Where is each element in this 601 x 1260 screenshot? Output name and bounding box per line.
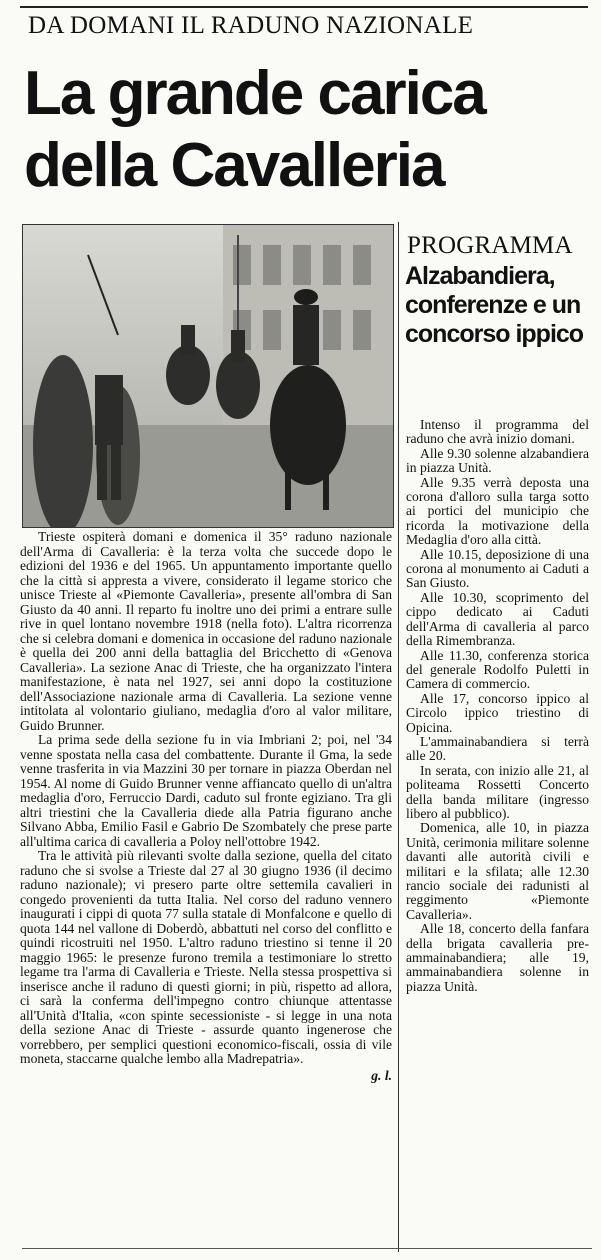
column-divider xyxy=(398,222,399,1252)
programma-item: Alle 9.35 verrà deposta una corona d'alloro sulla targa sotto ai portici del municipio che ricorda la motivazione della Medaglia d'oro alla città. xyxy=(406,474,589,548)
programma-item: In serata, con inizio alle 21, al politeama Rossetti Concerto della banda militare (ingresso libero al pubblico). xyxy=(406,762,589,821)
programma-item: Alle 9.30 solenne alzabandiera in piazza Unità. xyxy=(406,445,589,476)
programma-title: Alzabandiera, conferenze e un concorso ippico xyxy=(405,262,584,348)
article-paragraph-3: Tra le attività più rilevanti svolte dalla sezione, quella del citato raduno che si svolse a Trieste dal 27 al 30 giugno 1936 (il decimo raduno nazionale); vi presero parte oltre settemila cavalieri in congedo provenienti da tutta Italia. Nel corso del raduno vennero inaugurati i cippi di quota 77 sulla statale di Monfalcone e quello di quota 144 nel vallone di Doberdò, abbattuti nel corso del conflitto e quindi ricostruiti nel 1950. L'altro raduno triestino si tenne il 20 maggio 1965: le presenze furono tremila a testimoniare lo stretto legame tra l'arma di Cavalleria e Trieste. Nella stessa prospettiva si inserisce anche il raduno di questi giorni; in più, rispetto ad allora, ci sarà la conferma dell'impegno contro chiunque attentasse all'Unità d'Italia, «con spinte secessioniste - si legge in una nota della sezione Anac di Trieste - assurde quanto ingenerose che vorrebbero, per semplici questioni economico-fiscali, ossia di vile moneta, staccarne qualche lembo alla Madrepatria». xyxy=(20,848,392,1066)
article-kicker: DA DOMANI IL RADUNO NAZIONALE xyxy=(28,12,474,39)
headline-line-1: La grande carica xyxy=(24,59,485,128)
programma-label: PROGRAMMA xyxy=(407,232,573,259)
article-paragraph-2: La prima sede della sezione fu in via Imbriani 2; poi, nel '34 venne spostata nella casa del combattente. Durante il Gma, la sede venne trasferita in via Mazzini 30 per tornare in piazza Oberdan nel 1954. Al nome di Guido Brunner venne affiancato quello di un'altra medaglia d'oro, Ferruccio Dardi, caduto sul fronte egiziano. Tra gli altri triestini che la Cavalleria diede alla Patria figurano anche Silvano Abba, Emilio Fasil e Gabrio De Szombately che prese parte all'ultima carica di cavalleria a Poloy nell'ottobre 1942. xyxy=(20,732,392,849)
programma-item: Alle 10.15, deposizione di una corona al monumento ai Caduti a San Giusto. xyxy=(406,546,589,591)
top-rule xyxy=(20,6,588,8)
article-signature: g. l. xyxy=(371,1067,392,1083)
bottom-rule xyxy=(22,1248,592,1249)
programma-item: Alle 17, concorso ippico al Circolo ippico triestino di Opicina. xyxy=(406,690,589,735)
article-body xyxy=(20,530,392,1083)
programma-item: Alle 18, concerto della fanfara della brigata cavalleria pre-ammainabandiera; alle 19, ammainabandiera solenne in piazza Unità. xyxy=(406,921,589,994)
article-headline xyxy=(24,58,594,202)
cavalry-photo-illustration xyxy=(23,225,393,527)
programma-item: Alle 11.30, conferenza storica del generale Rodolfo Puletti in Camera di commercio. xyxy=(406,647,589,692)
cavalry-photo xyxy=(22,224,394,528)
article-paragraph-1: Trieste ospiterà domani e domenica il 35° raduno nazionale dell'Arma di Cavalleria: è la terza volta che succede dopo le edizioni del 1936 e del 1965. Un appuntamento importante quello che la città si appresta a vivere, considerato il legame storico che unisce Trieste al «Piemonte Cavalleria», presente all'ombra di San Giusto da 40 anni. Il reparto fu inoltre uno dei primi a entrare sulle rive in quel lontano novembre 1918 (nella foto). L'altra ricorrenza che si celebra domani e domenica in occasione del raduno nazionale è quella dei 200 anni della battaglia del Bricchetto di «Genova Cavalleria». La sezione Anac di Trieste, che ha organizzato l'intera manifestazione, è nata nel 1927, sei anni dopo la costituzione dell'Associazione nazionale arma di Cavalleria. La sezione venne intitolata al volontario giuliano, medaglia d'oro al valor militare, Guido Brunner. xyxy=(20,529,392,733)
programma-item: Intenso il programma del raduno che avrà inizio domani. xyxy=(406,417,589,447)
programma-item: Domenica, alle 10, in piazza Unità, cerimonia militare solenne davanti alle autorità civili e militari e la sfilata; alle 12.30 rancio sociale dei radunisti al reggimento «Piemonte Cavalleria». xyxy=(406,820,589,922)
programma-item: L'ammainabandiera si terrà alle 20. xyxy=(406,733,589,764)
programma-item: Alle 10.30, scoprimento del cippo dedicato ai Caduti dell'Arma di cavalleria al parco della Rimembranza. xyxy=(406,589,589,649)
programma-body xyxy=(406,418,589,994)
headline-line-2: della Cavalleria xyxy=(24,131,444,200)
